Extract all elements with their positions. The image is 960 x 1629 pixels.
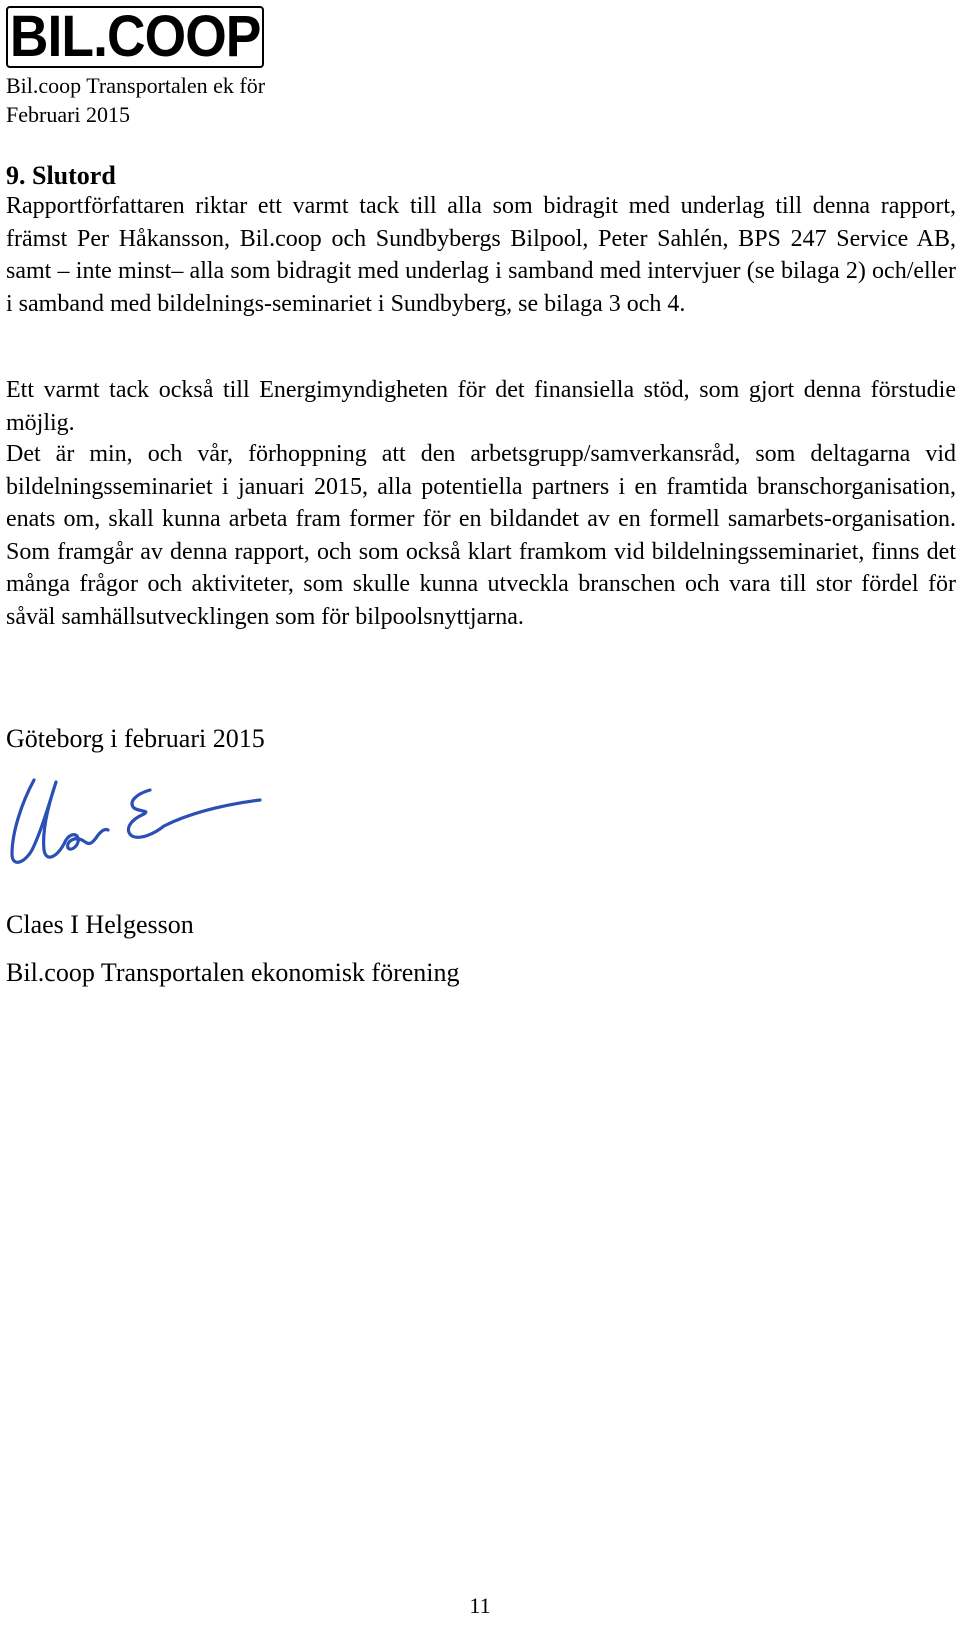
header-organization: Bil.coop Transportalen ek för	[6, 73, 266, 98]
place-and-date: Göteborg i februari 2015	[6, 724, 265, 753]
logo-text: BIL.COOP	[9, 4, 261, 69]
paragraph-acknowledgements: Rapportförfattaren riktar ett varmt tack till alla som bidragit med underlag till denna rapport, främst Per Håkansson, Bil.coop och Sundbybergs Bilpool, Peter Sahlén, BPS 247 Service AB, samt – inte minst– alla som bidragit med underlag i samband med intervjuer (se bilaga 2) och/eller i samband med bildelnings-seminariet i Sundbyberg, se bilaga 3 och 4.	[6, 193, 956, 317]
paragraph-outlook: Det är min, och vår, förhoppning att den arbetsgrupp/samverkansråd, som deltagarna vid bildelningsseminariet i januari 2015, alla potentiella partners i en framtida branschorganisation, enats om, skall kunna arbeta fram former för en bildandet av en formell samarbets-organisation. Som framgår av denna rapport, och som också klart framkom vid bildelningsseminariet, finns det många frågor och aktiviteter, som skulle kunna utveckla branschen och vara till stor fördel för såväl samhällsutvecklingen som för bilpoolsnyttjarna.	[6, 441, 956, 630]
paragraph-funding: Ett varmt tack också till Energimyndigheten för det finansiella stöd, som gjort denna förstudie möjlig.	[6, 377, 956, 436]
handwritten-signature	[4, 772, 274, 872]
signer-name: Claes I Helgesson	[6, 910, 194, 939]
page-number: 11	[469, 1593, 491, 1618]
header-date: Februari 2015	[6, 102, 131, 127]
signer-organization: Bil.coop Transportalen ekonomisk förening	[6, 958, 460, 987]
section-title: 9. Slutord	[6, 161, 116, 190]
bilcoop-logo	[6, 6, 264, 68]
